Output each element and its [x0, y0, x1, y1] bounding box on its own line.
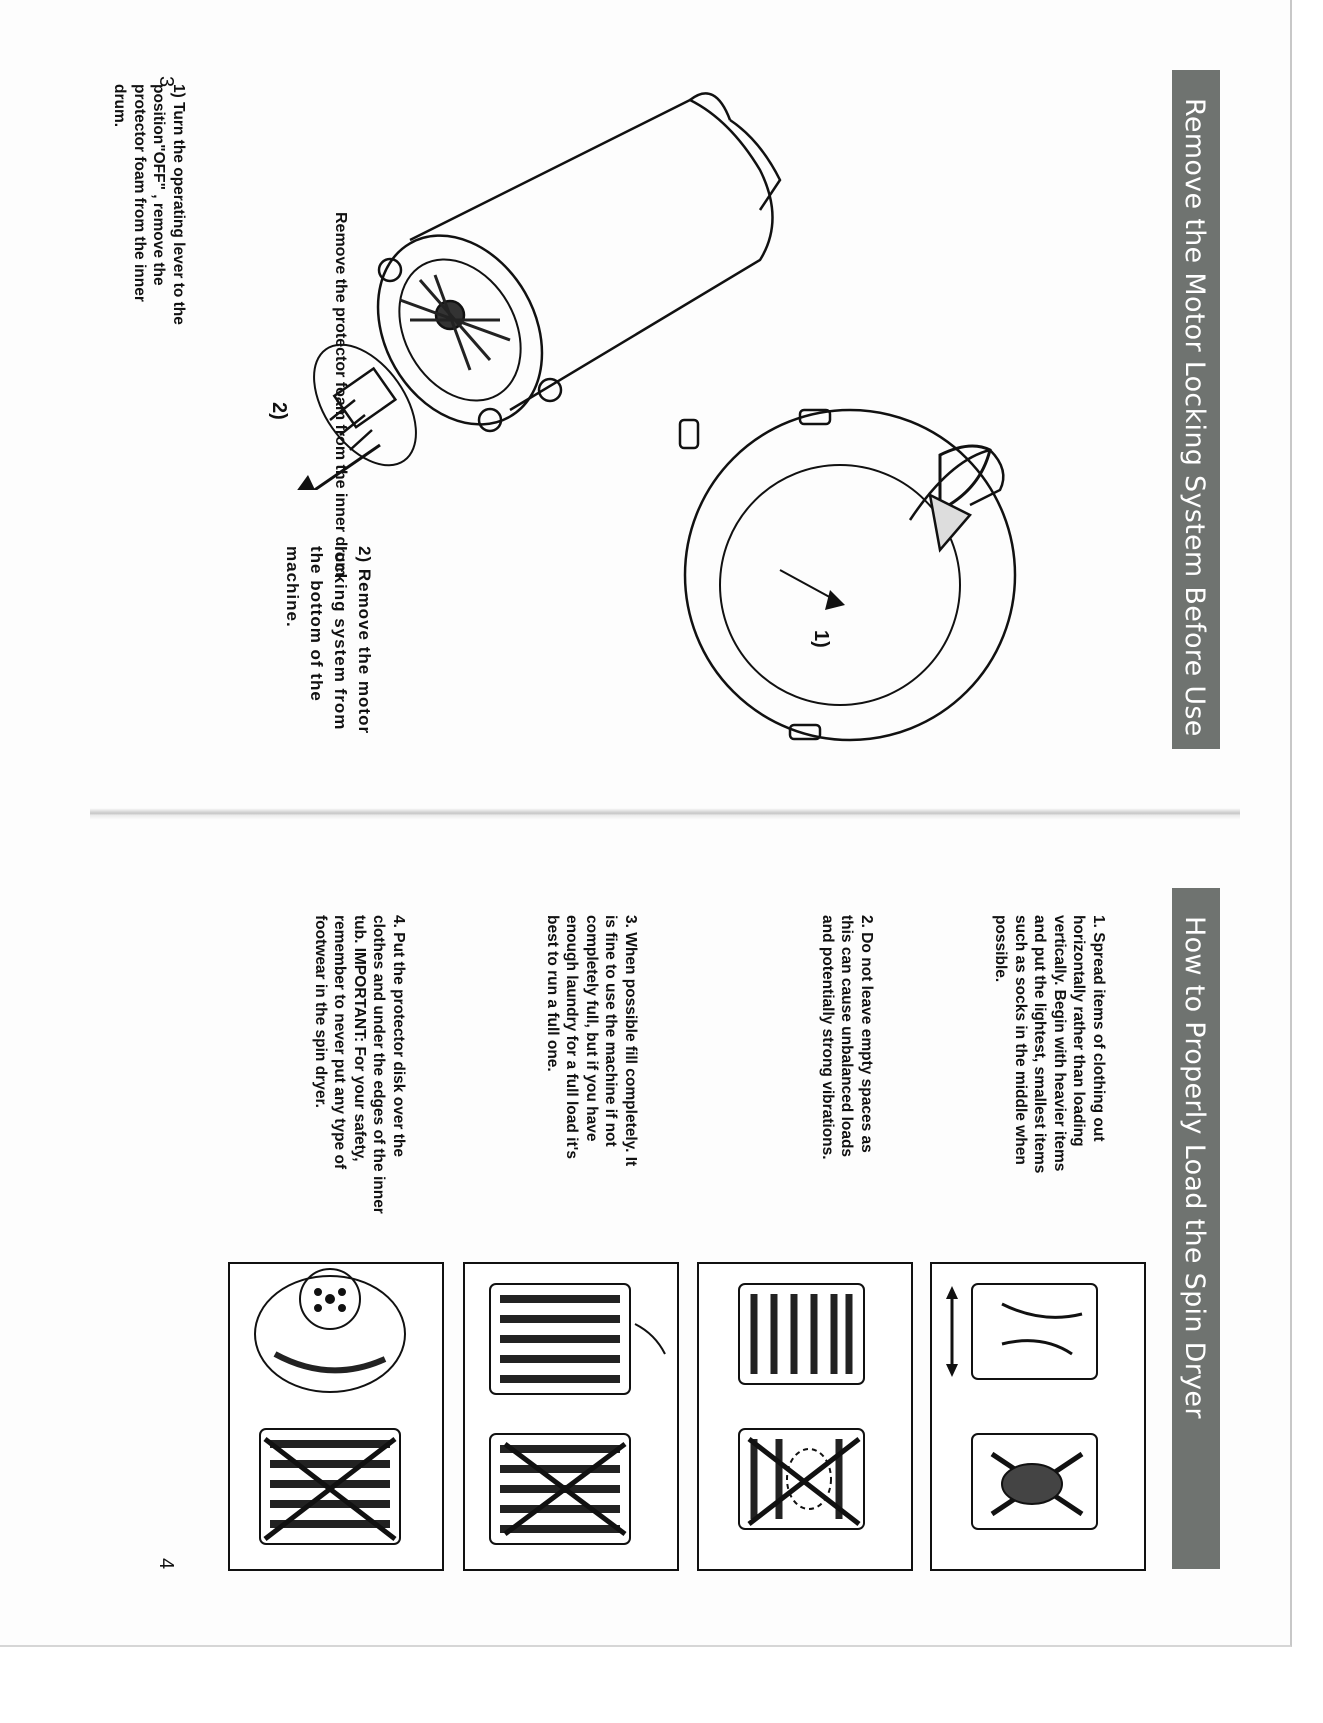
illustration-box-1: [930, 1262, 1146, 1571]
dryer-top-view-illustration: [640, 400, 1090, 760]
illustration-box-3: [463, 1262, 679, 1571]
section-header-motor-locking: [1172, 70, 1220, 749]
illustration-box-4: [228, 1262, 444, 1571]
section-title: Remove the Motor Locking System Before Use: [1179, 98, 1210, 737]
empty-spaces-illustration: [699, 1264, 911, 1569]
protector-disk-and-no-footwear-illustration: [230, 1264, 442, 1569]
illustration-box-2: [697, 1262, 913, 1571]
page-number-right: 4: [155, 1557, 178, 1570]
callout-1: 1): [810, 630, 832, 648]
step-2-text: 2) Remove the motor locking system from the bottom of the machine.: [283, 546, 374, 735]
full-load-illustration: [465, 1264, 677, 1569]
load-step-3-text: 3. When possible fill completely. It is fine to use the machine if not completely full, but if you have enough laundry for a full load it's best to run a full one.: [544, 915, 639, 1167]
callout-2: 2): [268, 402, 290, 420]
load-step-1-text: 1. Spread items of clothing out horizontally rather than loading vertically. Begin with heavier items and put the lightest, smallest items such as socks in the middle when possible.: [992, 915, 1107, 1174]
page-number-left: 3: [155, 75, 178, 88]
section-title: How to Properly Load the Spin Dryer: [1179, 916, 1210, 1419]
load-step-2-text: 2. Do not leave empty spaces as this can cause unbalanced loads and potentially strong vibrations.: [819, 915, 875, 1160]
load-step-4-text: 4. Put the protector disk over the clothes and under the edges of the inner tub. IMPORTANT: For your safety, remember to never put any type of footwear in the spin dryer.: [312, 915, 407, 1214]
horizontal-loading-illustration: [932, 1264, 1144, 1569]
section-subtitle: Remove the protector foam from the inner drum: [332, 212, 349, 577]
section-header-load-spin-dryer: [1172, 888, 1220, 1569]
page-fold: [90, 808, 1240, 820]
step-1-text: 1) Turn the operating lever to the position"OFF" , remove the protector foam from the inner drum.: [111, 84, 187, 325]
